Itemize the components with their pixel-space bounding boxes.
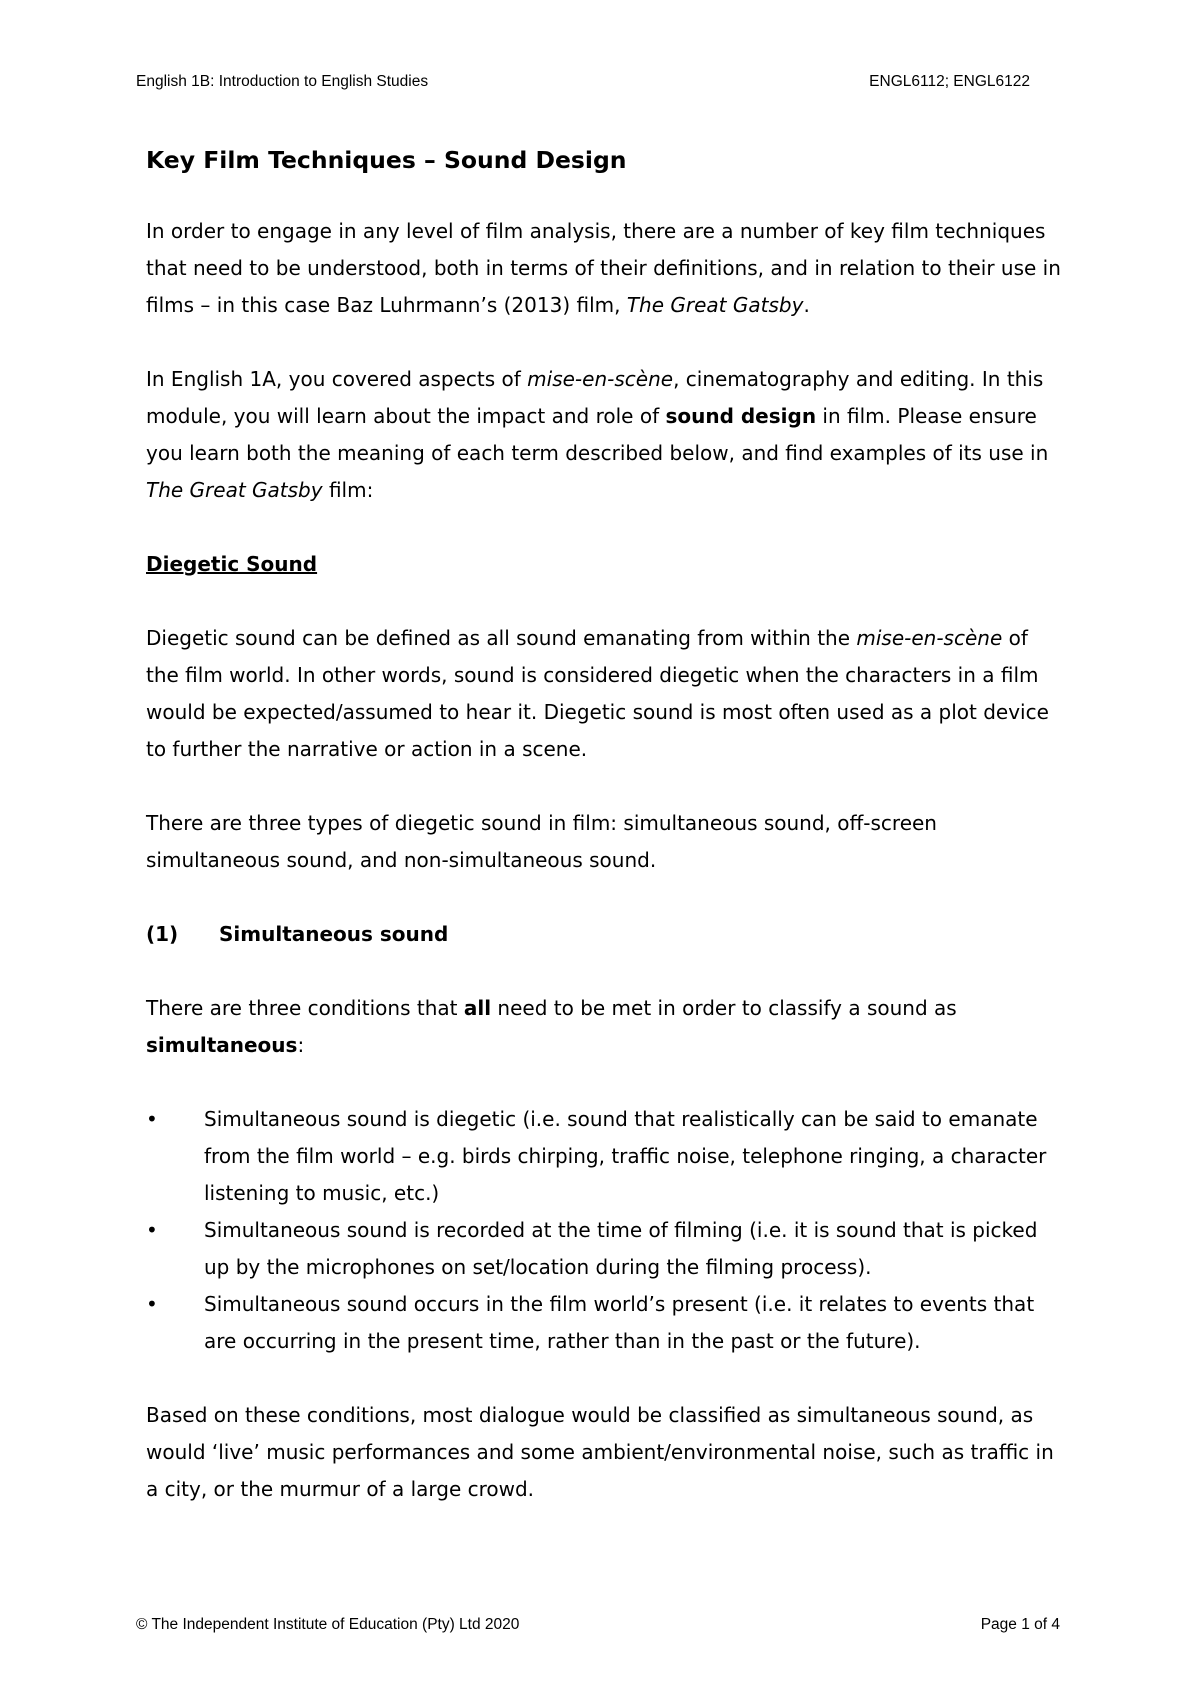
list-item: • Simultaneous sound occurs in the film world’s present (i.e. it relates to events that are occurring in the present time, rather than in the past or the future). [146,1286,1066,1360]
list-item: • Simultaneous sound is diegetic (i.e. sound that realistically can be said to emanate from the film world – e.g. birds chirping, traffic noise, telephone ringing, a character listening to music, etc.) [146,1101,1066,1212]
document-body [146,141,1066,1545]
section-heading: Diegetic Sound [146,552,318,576]
subsection-number: (1) [146,922,179,946]
page-number: Page 1 of 4 [980,1616,1060,1633]
copyright-notice: © The Independent Institute of Education (Pty) Ltd 2020 [136,1616,520,1633]
course-title: English 1B: Introduction to English Studies [136,73,429,90]
intro-paragraph: In order to engage in any level of film analysis, there are a number of key film techniques that need to be understood, both in terms of their definitions, and in relation to their use in films – in this case Baz Luhrmann’s (2013) film, The Great Gatsby. [146,219,1061,317]
definition-paragraph: Diegetic sound can be defined as all sound emanating from within the mise-en-scène of the film world. In other words, sound is considered diegetic when the characters in a film would be expected/assumed to hear it. Diegetic sound is most often used as a plot device to further the narrative or action in a scene. [146,626,1049,761]
bullet-icon [146,1286,166,1323]
conclusion-paragraph: Based on these conditions, most dialogue would be classified as simultaneous sound, as would ‘live’ music performances and some ambient/environmental noise, such as traffic in a city, or the murmur of a large crowd. [146,1403,1054,1501]
bullet-icon [146,1101,166,1138]
subsection-label: Simultaneous sound [219,922,449,946]
subsection-heading [146,916,1066,953]
page-header [136,73,1030,91]
course-codes: ENGL6112; ENGL6122 [869,73,1030,90]
conditions-list [146,1101,1066,1360]
bullet-icon [146,1212,166,1249]
module-paragraph: In English 1A, you covered aspects of mise-en-scène, cinematography and editing. In this module, you will learn about the impact and role of sound design in film. Please ensure you learn both the meaning of each term described below, and find examples of its use in The Great Gatsby film: [146,367,1049,502]
conditions-paragraph: There are three conditions that all need to be met in order to classify a sound as simultaneous: [146,996,957,1057]
list-item: • Simultaneous sound is recorded at the time of filming (i.e. it is sound that is picked up by the microphones on set/location during the filming process). [146,1212,1066,1286]
document-title: Key Film Techniques – Sound Design [146,146,627,174]
types-paragraph: There are three types of diegetic sound in film: simultaneous sound, off-screen simultaneous sound, and non-simultaneous sound. [146,811,937,872]
page-footer [136,1616,1060,1634]
film-title: The Great Gatsby [626,293,804,317]
